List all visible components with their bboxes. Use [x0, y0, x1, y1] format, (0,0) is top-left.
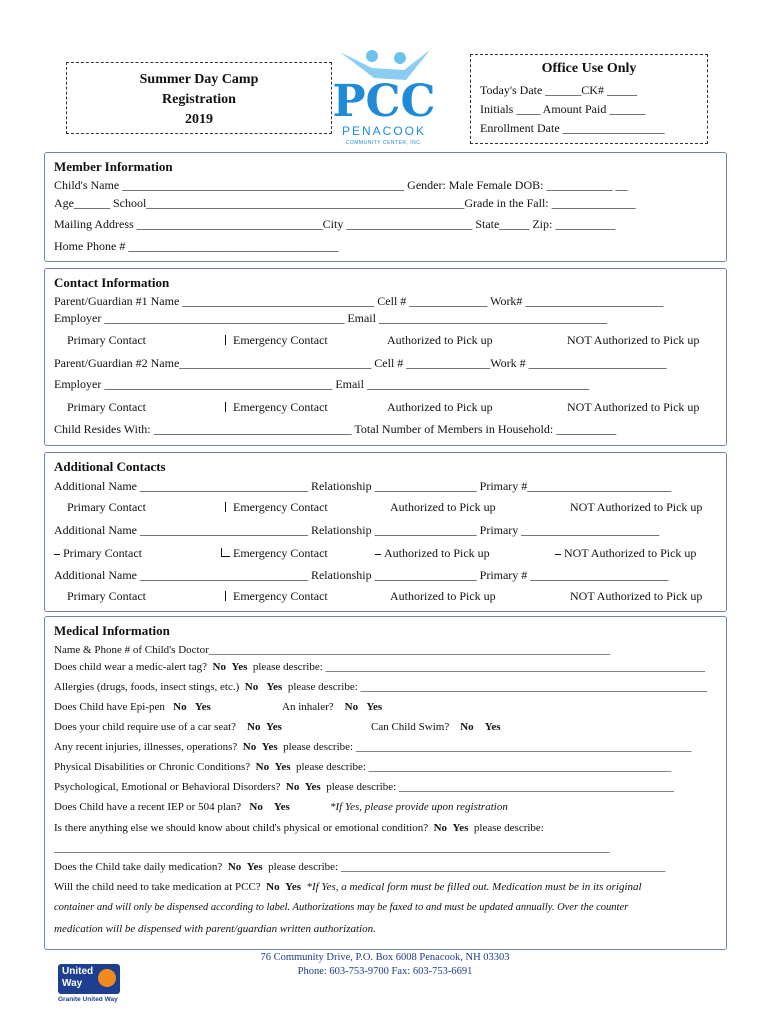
resides-line[interactable]: Child Resides With: _________________________________ Total Number of Members in Household: __________ [54, 422, 617, 436]
guardian1-not-authorized[interactable]: NOT Authorized to Pick up [567, 333, 700, 347]
medical-heading: Medical Information [54, 623, 170, 638]
additional2-line[interactable]: Additional Name ____________________________ Relationship _________________ Primary _______________________ [54, 523, 660, 537]
medic-alert-line[interactable]: Does child wear a medic-alert tag? No Yes please describe: _____________________________________________________________________ [54, 661, 706, 673]
additional2-authorized[interactable]: Authorized to Pick up [375, 546, 490, 560]
guardian1-line[interactable]: Parent/Guardian #1 Name ________________________________ Cell # _____________ Work# _______________________ [54, 294, 664, 308]
guardian2-emergency[interactable]: Emergency Contact [225, 400, 328, 414]
checkbox-icon [555, 554, 561, 555]
logo-name: PENACOOK [341, 124, 426, 138]
iep-line[interactable]: Does Child have a recent IEP or 504 plan? No Yes [54, 801, 290, 813]
united-way-caption: Granite United Way [58, 996, 118, 1003]
medical-section [44, 616, 727, 950]
office-line-enrollment[interactable]: Enrollment Date _________________ [480, 121, 665, 135]
additional1-not-authorized[interactable]: NOT Authorized to Pick up [570, 500, 703, 514]
contact-section [44, 268, 727, 446]
psychological-line[interactable]: Psychological, Emotional or Behavioral Disorders? No Yes please describe: __________________________________________________ [54, 781, 674, 793]
footer-address: 76 Community Drive, P.O. Box 6008 Penacook, NH 03303 [260, 952, 510, 963]
additional2-primary[interactable]: Primary Contact [54, 546, 142, 560]
checkbox-icon [225, 502, 230, 512]
daily-medication-line[interactable]: Does the Child take daily medication? No Yes please describe: ___________________________________________________________ [54, 861, 666, 873]
guardian2-not-authorized[interactable]: NOT Authorized to Pick up [567, 400, 700, 414]
checkbox-icon [54, 554, 60, 555]
checkbox-icon [225, 335, 230, 345]
office-title: Office Use Only [541, 61, 637, 76]
additional-section [44, 452, 727, 612]
additional-heading: Additional Contacts [54, 459, 166, 474]
iep-note: *If Yes, please provide upon registration [330, 801, 508, 813]
additional1-emergency[interactable]: Emergency Contact [225, 500, 328, 514]
additional2-not-authorized[interactable]: NOT Authorized to Pick up [555, 546, 696, 560]
anything-else-blank[interactable]: _____________________________________________________________________________________________________ [54, 842, 610, 854]
mailing-address-line[interactable]: Mailing Address _______________________________City _____________________ State_____ Zip: __________ [54, 217, 616, 231]
employer2-line[interactable]: Employer ______________________________________ Email _____________________________________ [54, 377, 589, 391]
guardian1-authorized[interactable]: Authorized to Pick up [387, 333, 493, 347]
allergies-line[interactable]: Allergies (drugs, foods, insect stings, etc.) No Yes please describe: _______________________________________________________________ [54, 681, 708, 693]
contact-heading: Contact Information [54, 275, 170, 290]
guardian2-authorized[interactable]: Authorized to Pick up [387, 400, 493, 414]
additional1-authorized[interactable]: Authorized to Pick up [390, 500, 496, 514]
checkbox-icon [375, 554, 381, 555]
guardian2-line[interactable]: Parent/Guardian #2 Name________________________________ Cell # ______________Work # _______________________ [54, 356, 667, 370]
additional3-authorized[interactable]: Authorized to Pick up [390, 589, 496, 603]
united-way-badge [58, 964, 120, 994]
doctor-line[interactable]: Name & Phone # of Child's Doctor_________________________________________________________________________ [54, 644, 611, 656]
member-section [44, 152, 727, 262]
pcc-medication-line[interactable]: Will the child need to take medication at PCC? No Yes *If Yes, a medical form must be filled out. Medication must be in its original [54, 881, 642, 893]
svg-text:PCC: PCC [334, 76, 434, 127]
guardian1-primary[interactable]: Primary Contact [67, 333, 146, 347]
medication-note-3: medication will be dispensed with parent/guardian written authorization. [54, 923, 376, 935]
additional2-emergency[interactable]: Emergency Contact [221, 546, 328, 560]
home-phone-line[interactable]: Home Phone # ___________________________________ [54, 239, 339, 253]
logo-subtitle: COMMUNITY CENTER, INC. [345, 140, 423, 146]
form-title: Summer Day Camp Registration 2019 [139, 72, 259, 127]
checkbox-icon [225, 402, 230, 412]
additional1-primary[interactable]: Primary Contact [67, 500, 146, 514]
office-line-initials[interactable]: Initials ____ Amount Paid ______ [480, 102, 646, 116]
office-line-date[interactable]: Today's Date ______CK# _____ [480, 83, 637, 97]
checkbox-icon [221, 548, 230, 557]
title-box [66, 62, 332, 134]
inhaler-line[interactable]: An inhaler? No Yes [282, 701, 383, 713]
guardian2-primary[interactable]: Primary Contact [67, 400, 146, 414]
footer-phone: Phone: 603-753-9700 Fax: 603-753-6691 [297, 966, 473, 977]
injuries-line[interactable]: Any recent injuries, illnesses, operations? No Yes please describe: _____________________________________________________________ [54, 741, 692, 753]
medication-note-2: container and will only be dispensed according to label. Authorizations may be faxed to and must be updated annually. Over the counter [54, 902, 629, 913]
age-school-line[interactable]: Age______ School_____________________________________________________Grade in the Fall: ______________ [54, 196, 636, 210]
additional1-line[interactable]: Additional Name ____________________________ Relationship _________________ Primary #________________________ [54, 479, 672, 493]
child-name-line[interactable]: Child's Name _______________________________________________ Gender: Male Female DOB: ___________ __ [54, 178, 628, 192]
checkbox-icon [225, 591, 230, 601]
additional3-primary[interactable]: Primary Contact [67, 589, 146, 603]
car-seat-line[interactable]: Does your child require use of a car seat? No Yes [54, 721, 282, 733]
additional3-line[interactable]: Additional Name ____________________________ Relationship _________________ Primary # _______________________ [54, 568, 669, 582]
employer1-line[interactable]: Employer ________________________________________ Email ______________________________________ [54, 311, 607, 325]
epipen-line[interactable]: Does Child have Epi-pen No Yes [54, 701, 211, 713]
united-way-icon [98, 969, 116, 987]
guardian1-emergency[interactable]: Emergency Contact [225, 333, 328, 347]
office-use-box [470, 54, 708, 144]
additional3-not-authorized[interactable]: NOT Authorized to Pick up [570, 589, 703, 603]
anything-else-line[interactable]: Is there anything else we should know about child's physical or emotional condition? No Yes please describe: [54, 822, 544, 834]
pcc-logo [334, 46, 434, 150]
additional3-emergency[interactable]: Emergency Contact [225, 589, 328, 603]
united-way-logo [58, 964, 124, 1006]
member-heading: Member Information [54, 159, 173, 174]
united-way-text: United Way [62, 966, 94, 989]
swim-line[interactable]: Can Child Swim? No Yes [371, 721, 501, 733]
disabilities-line[interactable]: Physical Disabilities or Chronic Conditions? No Yes please describe: _______________________________________________________ [54, 761, 672, 773]
